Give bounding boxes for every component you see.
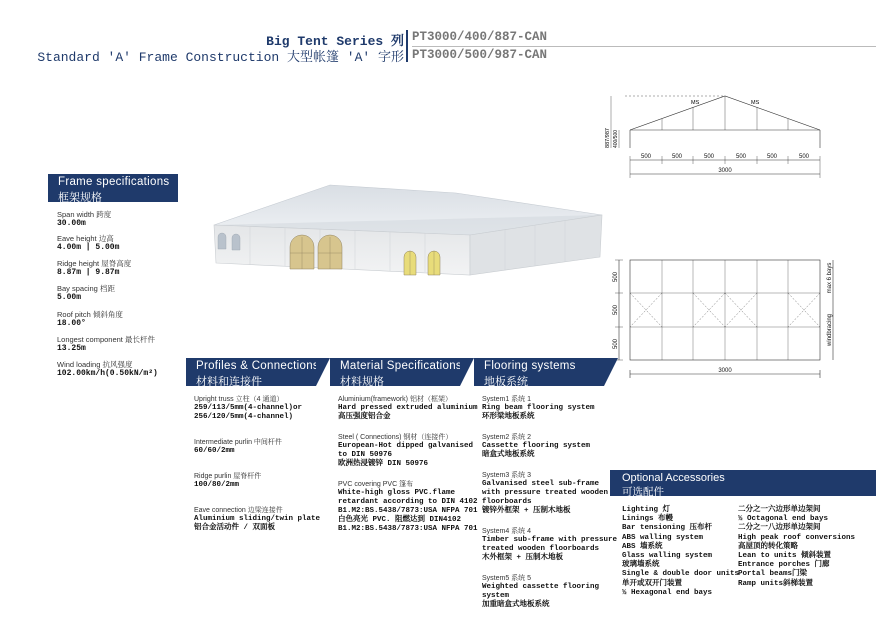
plan-dim-2: 500 xyxy=(613,304,619,316)
plan-windbracing: windbracing xyxy=(827,313,833,347)
dim-seg-6: 500 xyxy=(798,154,810,160)
plan-dim-span: 3000 xyxy=(718,368,732,374)
material-value: Hard pressed extruded aluminium 高压强度铝合金 xyxy=(338,404,478,421)
spec-label: Wind loading 抗风强度 xyxy=(57,360,133,369)
flooring-header xyxy=(474,358,604,386)
spec-label: Span width 跨度 xyxy=(57,210,112,219)
accessories-col-1: Lighting 灯 Linings 布幔 Bar tensioning 压布杆 ABS walling system ABS 墙系统 Glass walling system 玻璃墙系统 Single & double door units 单开或双开门装置 ½ Hexagonal end bays xyxy=(622,506,740,597)
dim-total-height: 887/987 xyxy=(605,128,611,148)
material-label: PVC covering PVC 篷布 xyxy=(338,481,414,488)
profiles-header xyxy=(186,358,319,388)
flooring-title-cn: 地板系统 xyxy=(484,376,528,388)
dim-seg-5: 500 xyxy=(766,154,778,160)
series-subtitle: Standard 'A' Frame Construction 大型帐篷 'A' 字形 xyxy=(37,50,404,65)
spec-value: 102.00km/h(0.50kN/m²) xyxy=(57,369,158,378)
header-divider xyxy=(406,30,408,62)
frame-spec-title-en: Frame specifications xyxy=(58,176,170,188)
profile-label: Eave connection 边梁连接件 xyxy=(194,507,283,514)
spec-value: 18.00° xyxy=(57,319,86,328)
flooring-label: System2 系统 2 xyxy=(482,434,532,441)
flooring-body xyxy=(482,394,618,610)
flooring-label: System5 系统 5 xyxy=(482,575,532,582)
spec-value: 30.00m xyxy=(57,219,86,228)
spec-label: Roof pitch 倾斜角度 xyxy=(57,310,123,319)
spec-value: 4.00m | 5.00m xyxy=(57,243,120,252)
spec-label: Eave height 边高 xyxy=(57,234,114,243)
profiles-title-cn: 材料和连接件 xyxy=(196,376,262,388)
flooring-value: Timber sub-frame with pressure treated wooden floorboards 木外框架 + 压制木地板 xyxy=(482,536,618,562)
plan-max-bays: max 6 bays xyxy=(827,262,833,294)
dim-seg-1: 500 xyxy=(640,154,652,160)
material-title-en: Material Specifications xyxy=(340,360,462,372)
plan-dim-3: 500 xyxy=(613,338,619,350)
dim-seg-4: 500 xyxy=(735,154,747,160)
accessories-header xyxy=(610,470,876,496)
dim-seg-2: 500 xyxy=(671,154,683,160)
profiles-body xyxy=(194,394,324,533)
ms-label-right: MS xyxy=(751,100,760,106)
profile-value: Aluminium sliding/twin plate 铝合金活动件 / 双面板 xyxy=(194,515,321,532)
flooring-label: System4 系统 4 xyxy=(482,528,532,535)
flooring-value: Galvanised steel sub-frame with pressure treated wooden floorboards 镀锌外框架 + 压制木地板 xyxy=(482,480,609,515)
elevation-drawing xyxy=(605,88,870,188)
spec-value: 8.87m | 9.87m xyxy=(57,268,120,277)
product-code-2: PT3000/500/987-CAN xyxy=(412,48,548,62)
profiles-title-en: Profiles & Connections xyxy=(196,360,319,372)
accessories-col-2: 二分之一六边形单边架间 ½ Octagonal end bays 二分之一八边形单边架间 High peak roof conversions 高屋顶的转化策略 Lean to units 倾斜装置 Entrance porches 门廊 Portal beams门梁 Ramp units斜梯装置 xyxy=(738,506,856,588)
profile-label: Intermediate purlin 中间杆件 xyxy=(194,439,282,446)
plan-drawing xyxy=(605,250,870,382)
flooring-label: System3 系统 3 xyxy=(482,472,532,479)
spec-value: 13.25m xyxy=(57,344,86,353)
frame-spec-title-cn: 框架规格 xyxy=(58,192,102,204)
accessories-title-cn: 可选配件 xyxy=(622,486,664,498)
material-value: White-high gloss PVC.flame retardant according to DIN 4102 B1.M2:BS.5438/7873:USA NFPA 701 白色亮光 PVC. 阻燃达到 DIN4102 B1.M2:BS.5438/7873:USA NFPA 701 xyxy=(338,489,478,533)
plan-dim-1: 500 xyxy=(613,271,619,283)
ms-label-left: MS xyxy=(691,100,700,106)
material-header xyxy=(330,358,460,386)
flooring-label: System1 系统 1 xyxy=(482,396,532,403)
flooring-value: Cassette flooring system 暗盒式地板系统 xyxy=(482,442,591,459)
spec-value: 5.00m xyxy=(57,293,82,302)
flooring-value: Ring beam flooring system 环形梁地板系统 xyxy=(482,404,595,421)
tent-render-image xyxy=(210,175,606,285)
spec-label: Bay spacing 档距 xyxy=(57,284,115,293)
profile-label: Ridge purlin 屋脊杆件 xyxy=(194,473,262,480)
profile-value: 60/60/2mm xyxy=(194,447,235,455)
series-title: Big Tent Series 列 xyxy=(266,34,404,49)
spec-label: Longest component 最长杆件 xyxy=(57,335,155,344)
material-value: European-Hot dipped galvanised to DIN 50976 欧洲热浸镀锌 DIN 50976 xyxy=(338,442,474,468)
profile-value: 100/80/2mm xyxy=(194,481,240,489)
dim-seg-3: 500 xyxy=(703,154,715,160)
material-label: Aluminium(framework) 铝材（框架） xyxy=(338,396,452,403)
spec-label: Ridge height 屋脊高度 xyxy=(57,259,132,268)
frame-spec-header xyxy=(48,174,178,202)
dim-eave-height: 400/500 xyxy=(613,129,619,149)
dim-span: 3000 xyxy=(718,168,732,174)
accessories-title-en: Optional Accessories xyxy=(622,472,725,484)
flooring-title-en: Flooring systems xyxy=(484,360,576,372)
material-body xyxy=(338,394,478,534)
material-label: Steel ( Connections) 钢材（连接件） xyxy=(338,434,453,441)
profile-label: Upright truss 立柱（4 通道） xyxy=(194,396,284,403)
material-title-cn: 材料规格 xyxy=(340,376,384,388)
profile-value: 259/113/5mm(4-channel)or 256/120/5mm(4-channel) xyxy=(194,404,303,421)
flooring-value: Weighted cassette flooring system 加重暗盒式地板系统 xyxy=(482,583,600,609)
product-code-1: PT3000/400/887-CAN xyxy=(412,30,548,44)
header-rule xyxy=(412,46,876,47)
